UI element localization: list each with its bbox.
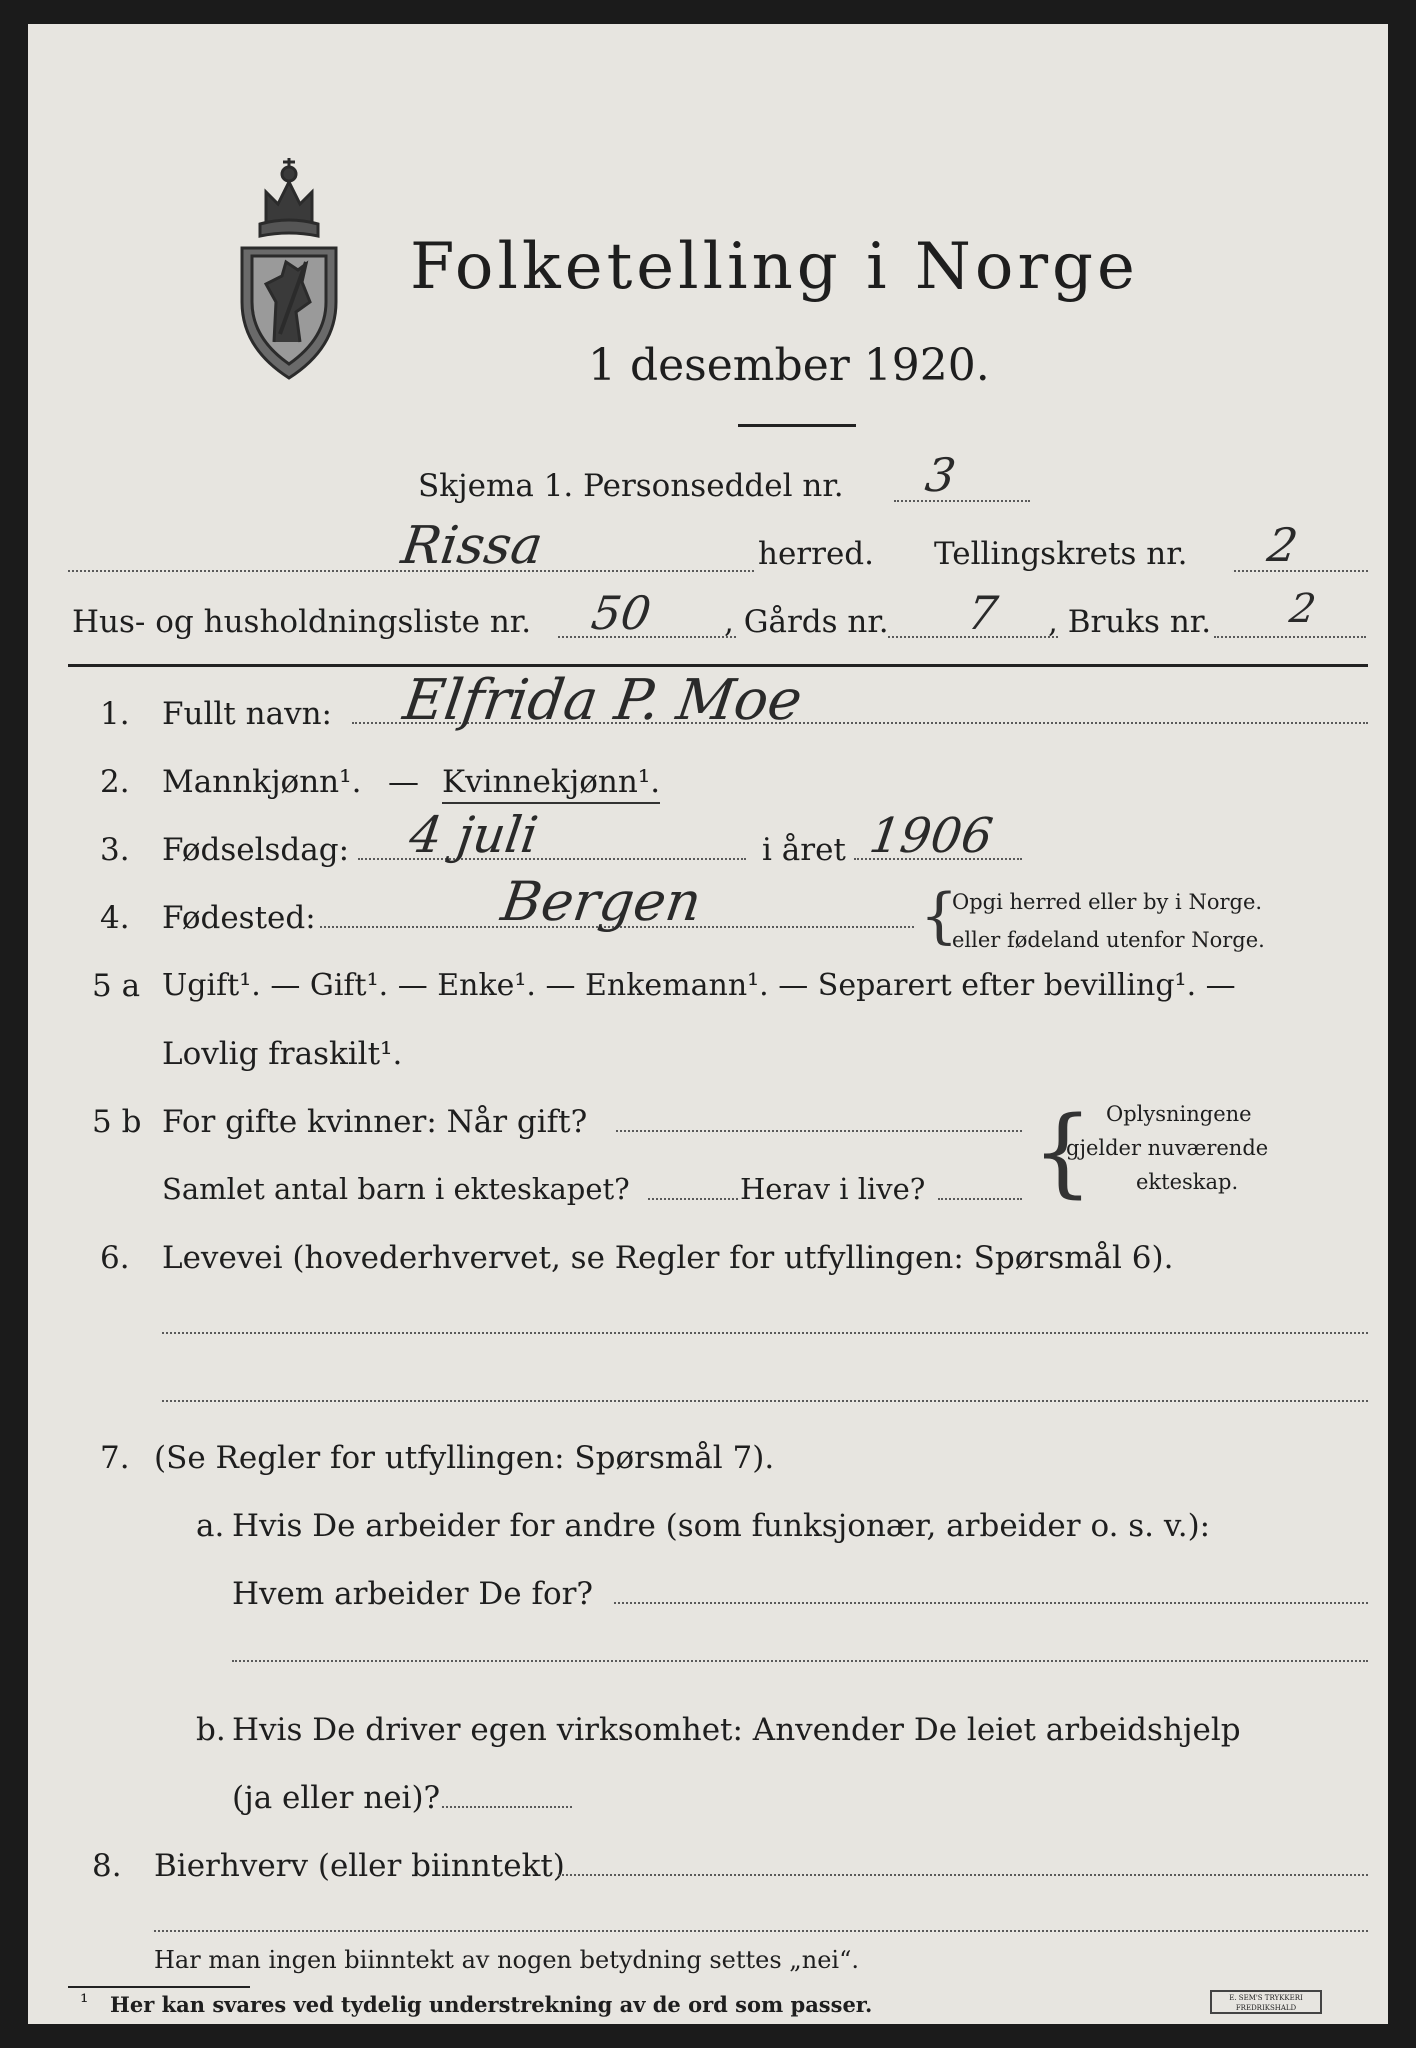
gards-number-value: 7: [964, 586, 1002, 640]
birthday-value: 4 juli: [405, 806, 542, 864]
q4-label: Fødested:: [162, 900, 316, 936]
bruks-number-value: 2: [1286, 586, 1319, 632]
q7-label: (Se Regler for utfyllingen: Spørsmål 7).: [154, 1440, 775, 1476]
alive-label: Herav i live?: [740, 1172, 926, 1206]
footnote-text: Her kan svares ved tydelig understrekning av de ord som passer.: [110, 1992, 873, 2017]
q3-number: 3.: [100, 832, 130, 868]
form-title: Folketelling i Norge: [410, 230, 1139, 304]
bruks-label: , Bruks nr.: [1048, 604, 1212, 640]
option-male[interactable]: Mannkjønn¹.: [162, 764, 362, 800]
q2-number: 2.: [100, 764, 130, 800]
side-income-line-1[interactable]: [558, 1874, 1368, 1876]
birth-year-value: 1906: [866, 808, 997, 864]
herred-value: Rissa: [397, 516, 547, 576]
krets-label: Tellingskrets nr.: [934, 536, 1188, 572]
birthplace-value: Bergen: [497, 870, 706, 933]
q6-number: 6.: [100, 1240, 130, 1276]
q1-number: 1.: [100, 696, 130, 732]
full-name-value: Elfrida P. Moe: [399, 668, 806, 733]
side-income-line-2[interactable]: [154, 1930, 1368, 1932]
marital-status-divorced[interactable]: Lovlig fraskilt¹.: [162, 1036, 403, 1072]
employer-line-1[interactable]: [614, 1602, 1368, 1604]
year-label: i året: [762, 832, 846, 868]
q7b-letter: b.: [196, 1712, 226, 1748]
q1-label: Fullt navn:: [162, 696, 332, 732]
q5b-note-brace: {: [1032, 1096, 1094, 1208]
side-income-note: Har man ingen biinntekt av nogen betydning settes „nei“.: [154, 1946, 859, 1974]
children-label: Samlet antal barn i ekteskapet?: [162, 1172, 630, 1206]
q7a-line1: Hvis De arbeider for andre (som funksjonær, arbeider o. s. v.):: [232, 1508, 1211, 1544]
krets-number-value: 2: [1264, 518, 1302, 572]
hired-help-line[interactable]: [442, 1806, 572, 1808]
q5b-note-line3: ekteskap.: [1136, 1170, 1239, 1194]
q7-number: 7.: [100, 1440, 130, 1476]
married-when-label: For gifte kvinner: Når gift?: [162, 1104, 588, 1140]
liste-number-value: 50: [588, 586, 655, 640]
krets-number-line[interactable]: [1234, 570, 1368, 572]
q8-number: 8.: [92, 1848, 122, 1884]
alive-count-line[interactable]: [938, 1198, 1022, 1200]
option-female[interactable]: Kvinnekjønn¹.: [442, 764, 660, 804]
q5b-number: 5 b: [92, 1104, 142, 1140]
q4-number: 4.: [100, 900, 130, 936]
q8-label: Bierhverv (eller biinntekt): [154, 1848, 565, 1884]
q7a-line2: Hvem arbeider De for?: [232, 1576, 594, 1612]
census-form: [28, 24, 1388, 2024]
footnote-mark: ¹: [80, 1990, 89, 2014]
q5a-number: 5 a: [92, 968, 141, 1004]
children-count-line[interactable]: [648, 1198, 738, 1200]
occupation-line-1[interactable]: [162, 1332, 1368, 1334]
employer-line-2[interactable]: [232, 1660, 1368, 1662]
q3-label: Fødselsdag:: [162, 832, 350, 868]
bruks-number-line[interactable]: [1214, 636, 1366, 638]
header-rule: [68, 664, 1368, 667]
schema-label: Skjema 1. Personseddel nr.: [418, 468, 844, 504]
norway-coat-of-arms-icon: [236, 152, 342, 384]
census-date: 1 desember 1920.: [588, 340, 990, 391]
title-divider: [738, 424, 856, 427]
printer-stamp: E. SEM'S TRYKKERI FREDRIKSHALD: [1210, 1990, 1322, 2014]
q5b-note-line1: Oplysningene: [1106, 1102, 1252, 1126]
schema-number-line[interactable]: [894, 500, 1030, 502]
q2-dash: —: [388, 764, 419, 800]
q7b-line2: (ja eller nei)?: [232, 1780, 441, 1816]
q6-label: Levevei (hovederhvervet, se Regler for utfyllingen: Spørsmål 6).: [162, 1240, 1174, 1276]
herred-label: herred.: [758, 536, 874, 572]
gards-label: , Gårds nr.: [724, 604, 889, 640]
liste-label: Hus- og husholdningsliste nr.: [72, 604, 532, 640]
q5b-note-line2: gjelder nuværende: [1066, 1136, 1269, 1160]
q4-note-line1: Opgi herred eller by i Norge.: [952, 890, 1263, 914]
q7b-line1: Hvis De driver egen virksomhet: Anvender De leiet arbeidshjelp: [232, 1712, 1241, 1748]
q4-note-brace: {: [920, 881, 959, 951]
q4-note-line2: eller fødeland utenfor Norge.: [952, 928, 1265, 952]
married-when-line[interactable]: [616, 1130, 1022, 1132]
occupation-line-2[interactable]: [162, 1400, 1368, 1402]
schema-number-value: 3: [922, 448, 960, 502]
footnote-rule: [68, 1986, 250, 1988]
marital-status-options[interactable]: Ugift¹. — Gift¹. — Enke¹. — Enkemann¹. — Separert efter bevilling¹. —: [162, 968, 1236, 1003]
q7a-letter: a.: [196, 1508, 225, 1544]
